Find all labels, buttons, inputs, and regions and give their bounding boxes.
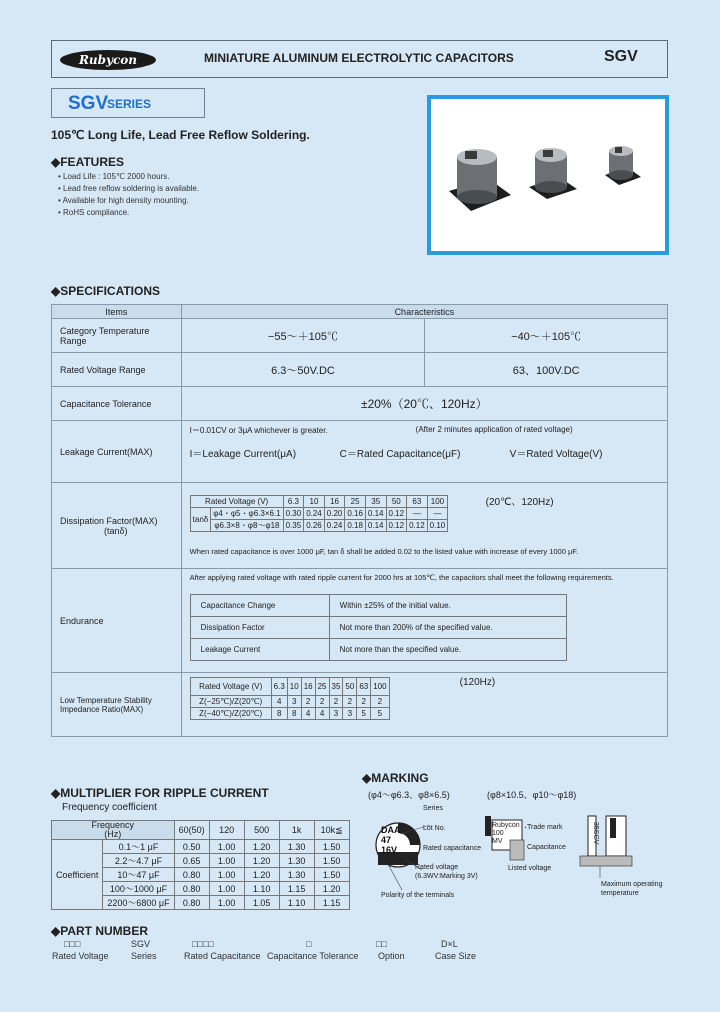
coef-value: 1.20 bbox=[314, 882, 349, 896]
pn-code-tolerance: □ bbox=[306, 939, 312, 949]
df-voltage: 50 bbox=[386, 496, 407, 508]
df-size: φ6.3×8・φ8～φ18 bbox=[211, 520, 283, 532]
label-rated-voltage-note: (6.3WV:Marking 3V) bbox=[415, 873, 478, 880]
label-trade-mark: Trade mark bbox=[527, 824, 563, 831]
df-value: 0.12 bbox=[407, 520, 428, 532]
row-label: Dissipation Factor(MAX) bbox=[60, 515, 158, 526]
row-label: Rated Voltage Range bbox=[52, 353, 182, 387]
df-value: 0.24 bbox=[304, 508, 325, 520]
df-rv-label: Rated Voltage bbox=[205, 497, 256, 506]
leakage-i-def: I＝Leakage Current(μA) bbox=[189, 449, 297, 460]
row-label: Endurance bbox=[52, 569, 182, 673]
label-series: Series bbox=[423, 805, 443, 812]
z-value: 3 bbox=[343, 708, 357, 720]
z-condition: (120Hz) bbox=[459, 677, 496, 688]
product-photo bbox=[427, 95, 669, 255]
marking-cap: 47 bbox=[381, 835, 392, 845]
label-max-temp-2: temperature bbox=[601, 890, 639, 897]
leakage-v-def: V＝Rated Voltage(V) bbox=[509, 449, 603, 460]
df-value: 0.12 bbox=[386, 520, 407, 532]
row-label: Category Temperature Range bbox=[52, 319, 182, 353]
z-value: 4 bbox=[301, 708, 315, 720]
table-row bbox=[52, 421, 668, 483]
table-row bbox=[52, 353, 668, 387]
feature-item: • Load Life : 105℃ 2000 hours. bbox=[58, 172, 170, 181]
z-voltage: 50 bbox=[343, 678, 357, 696]
z-value: 3 bbox=[287, 696, 301, 708]
cap-range: 2200～6800 μF bbox=[103, 896, 174, 910]
header-bar bbox=[51, 40, 668, 78]
coef-value: 1.30 bbox=[279, 868, 314, 882]
z-voltage: 35 bbox=[329, 678, 343, 696]
cell-value: −55～＋105℃ bbox=[181, 319, 425, 353]
specifications-heading: ◆SPECIFICATIONS bbox=[51, 284, 161, 298]
series-box bbox=[51, 88, 205, 118]
label-listed-voltage: Listed voltage bbox=[508, 865, 552, 872]
marking2-brand: Rubycon bbox=[492, 822, 520, 829]
z-value: 4 bbox=[271, 696, 287, 708]
part-number-heading: ◆PART NUMBER bbox=[51, 924, 149, 938]
marking-code: DAA bbox=[381, 825, 401, 835]
z-value: 2 bbox=[329, 696, 343, 708]
pn-label-rated-cap: Rated Capacitance bbox=[184, 951, 261, 961]
freq-value: 500 bbox=[244, 821, 279, 840]
leakage-formula: I＝0.01CV or 3μA whichever is greater. bbox=[189, 426, 328, 435]
df-size: φ4・φ5・φ6.3×6.1 bbox=[211, 508, 283, 520]
coef-value: 1.50 bbox=[314, 840, 349, 854]
row-label: Leakage Current(MAX) bbox=[52, 421, 182, 483]
leakage-condition: (After 2 minutes application of rated voltage) bbox=[415, 425, 573, 434]
freq-value: 1k bbox=[279, 821, 314, 840]
capacitor-small bbox=[605, 146, 641, 185]
df-value: 0.10 bbox=[427, 520, 448, 532]
marking-sizes-large: (φ8×10.5、φ10～φ18) bbox=[487, 790, 577, 800]
ripple-table bbox=[51, 820, 350, 910]
cell-value: −40～＋105℃ bbox=[425, 319, 668, 353]
coef-value: 1.50 bbox=[314, 854, 349, 868]
z-value: 2 bbox=[371, 696, 389, 708]
endurance-text: After applying rated voltage with rated ripple current for 2000 hrs at 105℃, the capacitors shall meet the following requirements. bbox=[189, 573, 614, 582]
endurance-value: Not more than 200% of the specified value. bbox=[329, 617, 566, 639]
label-rated-cap: Rated capacitance bbox=[423, 845, 481, 852]
coef-value: 1.30 bbox=[279, 854, 314, 868]
coef-value: 1.00 bbox=[209, 896, 244, 910]
pn-label-option: Option bbox=[378, 951, 405, 961]
df-value: 0.16 bbox=[345, 508, 366, 520]
header-series: SGV bbox=[604, 48, 638, 65]
freq-unit: (Hz) bbox=[104, 829, 122, 839]
pn-label-series: Series bbox=[131, 951, 157, 961]
df-value: 0.24 bbox=[324, 520, 345, 532]
cap-range: 0.1～1 μF bbox=[103, 840, 174, 854]
col-items: Items bbox=[52, 305, 182, 319]
pn-code-case-size: D×L bbox=[441, 939, 458, 949]
z-voltage: 100 bbox=[371, 678, 389, 696]
impedance-table bbox=[190, 677, 390, 720]
df-note: When rated capacitance is over 1000 μF, tan δ shall be added 0.02 to the listed value with increase of every 1000 μF. bbox=[189, 547, 579, 556]
df-voltage: 35 bbox=[365, 496, 386, 508]
pn-code-rated-voltage: □□□ bbox=[64, 939, 81, 949]
df-value: 0.20 bbox=[324, 508, 345, 520]
coef-value: 1.00 bbox=[209, 854, 244, 868]
coef-value: 1.15 bbox=[279, 882, 314, 896]
table-row bbox=[52, 673, 668, 737]
coef-value: 1.00 bbox=[209, 840, 244, 854]
z-rv-label: Rated Voltage bbox=[199, 682, 250, 691]
df-value: 0.18 bbox=[345, 520, 366, 532]
cell-value: ±20%（20℃、120Hz） bbox=[181, 387, 667, 421]
coef-value: 1.10 bbox=[279, 896, 314, 910]
capacitor-large bbox=[449, 149, 511, 211]
z-value: 2 bbox=[301, 696, 315, 708]
pn-label-rated-voltage: Rated Voltage bbox=[52, 951, 109, 961]
coef-value: 1.20 bbox=[244, 868, 279, 882]
specifications-table bbox=[51, 304, 668, 737]
coef-value: 0.65 bbox=[174, 854, 209, 868]
label-max-temp: Maximum operating bbox=[601, 881, 663, 888]
z-value: 8 bbox=[287, 708, 301, 720]
marking-heading: ◆MARKING bbox=[362, 771, 429, 785]
label-rated-voltage: Rated voltage bbox=[415, 864, 459, 871]
cap-range: 10～47 μF bbox=[103, 868, 174, 882]
df-voltage: 100 bbox=[427, 496, 448, 508]
row-label-sub: Impedance Ratio(MAX) bbox=[60, 704, 144, 714]
z-voltage: 6.3 bbox=[271, 678, 287, 696]
ripple-heading: ◆MULTIPLIER FOR RIPPLE CURRENT bbox=[51, 786, 269, 800]
coef-value: 1.50 bbox=[314, 868, 349, 882]
z-voltage: 63 bbox=[357, 678, 371, 696]
z-value: 5 bbox=[371, 708, 389, 720]
coef-value: 1.15 bbox=[314, 896, 349, 910]
df-value: — bbox=[427, 508, 448, 520]
capacitor-image bbox=[431, 99, 665, 251]
row-label: Capacitance Tolerance bbox=[52, 387, 182, 421]
feature-item: • Lead free reflow soldering is available. bbox=[58, 184, 200, 193]
df-value: 0.26 bbox=[304, 520, 325, 532]
endurance-item: Leakage Current bbox=[190, 639, 329, 661]
df-tan-label: tanδ bbox=[190, 508, 211, 532]
z-ratio-name: Z(−25℃)/Z(20℃) bbox=[190, 696, 271, 708]
coef-value: 1.20 bbox=[244, 840, 279, 854]
df-voltage: 10 bbox=[304, 496, 325, 508]
pn-code-option: □□ bbox=[376, 939, 387, 949]
table-row bbox=[52, 569, 668, 673]
z-value: 3 bbox=[329, 708, 343, 720]
freq-value: 120 bbox=[209, 821, 244, 840]
tagline: 105℃ Long Life, Lead Free Reflow Soldering. bbox=[51, 128, 310, 142]
df-voltage: 63 bbox=[407, 496, 428, 508]
feature-item: • RoHS compliance. bbox=[58, 208, 130, 217]
table-row bbox=[52, 483, 668, 569]
series-name: SGV bbox=[68, 93, 109, 114]
coef-value: 1.10 bbox=[244, 882, 279, 896]
df-value: 0.14 bbox=[365, 508, 386, 520]
endurance-value: Not more than the specified value. bbox=[329, 639, 566, 661]
marking-sizes-small: (φ4～φ6.3、φ8×6.5) bbox=[368, 790, 450, 800]
df-value: — bbox=[407, 508, 428, 520]
z-value: 2 bbox=[343, 696, 357, 708]
endurance-item: Capacitance Change bbox=[190, 595, 329, 617]
label-lot: Lot No. bbox=[423, 825, 446, 832]
df-voltage: 25 bbox=[345, 496, 366, 508]
pn-code-series: SGV bbox=[131, 939, 151, 949]
table-row bbox=[52, 387, 668, 421]
df-voltage: 6.3 bbox=[283, 496, 304, 508]
endurance-table bbox=[190, 594, 567, 661]
label-polarity: Polarity of the terminals bbox=[381, 892, 455, 899]
row-label: Low Temperature Stability bbox=[60, 695, 152, 705]
z-voltage: 16 bbox=[301, 678, 315, 696]
coef-value: 0.80 bbox=[174, 896, 209, 910]
z-value: 4 bbox=[315, 708, 329, 720]
freq-value: 60(50) bbox=[174, 821, 209, 840]
ripple-subheading: Frequency coefficient bbox=[62, 802, 157, 813]
coef-value: 0.50 bbox=[174, 840, 209, 854]
z-value: 2 bbox=[315, 696, 329, 708]
cell-value: 6.3～50V.DC bbox=[181, 353, 425, 387]
coef-value: 0.80 bbox=[174, 882, 209, 896]
endurance-value: Within ±25% of the initial value. bbox=[329, 595, 566, 617]
col-characteristics: Characteristics bbox=[181, 305, 667, 319]
label-capacitance: Capacitance bbox=[527, 844, 566, 851]
df-voltage: 16 bbox=[324, 496, 345, 508]
df-value: 0.35 bbox=[283, 520, 304, 532]
capacitor-medium bbox=[529, 148, 577, 199]
leakage-c-def: C＝Rated Capacitance(μF) bbox=[339, 449, 461, 460]
z-rv-unit: (V) bbox=[251, 682, 263, 691]
feature-item: • Available for high density mounting. bbox=[58, 196, 189, 205]
df-condition: (20℃、120Hz) bbox=[485, 497, 554, 508]
z-value: 8 bbox=[271, 708, 287, 720]
series-label: SERIES bbox=[107, 97, 152, 111]
z-voltage: 25 bbox=[315, 678, 329, 696]
rubycon-logo: Rubycon bbox=[60, 50, 156, 70]
cap-range: 100～1000 μF bbox=[103, 882, 174, 896]
coef-value: 1.00 bbox=[209, 868, 244, 882]
header-title: MINIATURE ALUMINUM ELECTROLYTIC CAPACITORS bbox=[204, 51, 514, 65]
endurance-item: Dissipation Factor bbox=[190, 617, 329, 639]
df-value: 0.12 bbox=[386, 508, 407, 520]
z-value: 2 bbox=[357, 696, 371, 708]
df-rv-unit: (V) bbox=[257, 497, 269, 506]
coef-value: 1.05 bbox=[244, 896, 279, 910]
df-value: 0.30 bbox=[283, 508, 304, 520]
table-header-row bbox=[52, 305, 668, 319]
table-row bbox=[52, 319, 668, 353]
features-heading: ◆FEATURES bbox=[51, 155, 125, 169]
cell-value: 63、100V.DC bbox=[425, 353, 668, 387]
marking3-series: 35SGV bbox=[592, 822, 599, 845]
df-table bbox=[190, 495, 449, 532]
marking-large-capacitor bbox=[580, 816, 632, 878]
marking-voltage: 16V bbox=[381, 845, 398, 855]
coef-value: 1.00 bbox=[209, 882, 244, 896]
freq-label: Frequency bbox=[91, 820, 135, 830]
coef-value: 0.80 bbox=[174, 868, 209, 882]
marking2-cap: 100 bbox=[492, 830, 504, 837]
df-value: 0.14 bbox=[365, 520, 386, 532]
cap-range: 2.2～4.7 μF bbox=[103, 854, 174, 868]
coefficient-label: Coefficient bbox=[52, 840, 103, 910]
freq-value: 10k≦ bbox=[314, 821, 349, 840]
z-ratio-name: Z(−40℃)/Z(20℃) bbox=[190, 708, 271, 720]
z-voltage: 10 bbox=[287, 678, 301, 696]
pn-label-case-size: Case Size bbox=[435, 951, 477, 961]
row-label-sub: (tanδ) bbox=[104, 525, 128, 536]
marking2-series: MV bbox=[492, 838, 503, 845]
pn-label-tolerance: Capacitance Tolerance bbox=[267, 951, 359, 961]
pn-code-rated-cap: □□□□ bbox=[192, 939, 214, 949]
z-value: 5 bbox=[357, 708, 371, 720]
coef-value: 1.20 bbox=[244, 854, 279, 868]
coef-value: 1.30 bbox=[279, 840, 314, 854]
